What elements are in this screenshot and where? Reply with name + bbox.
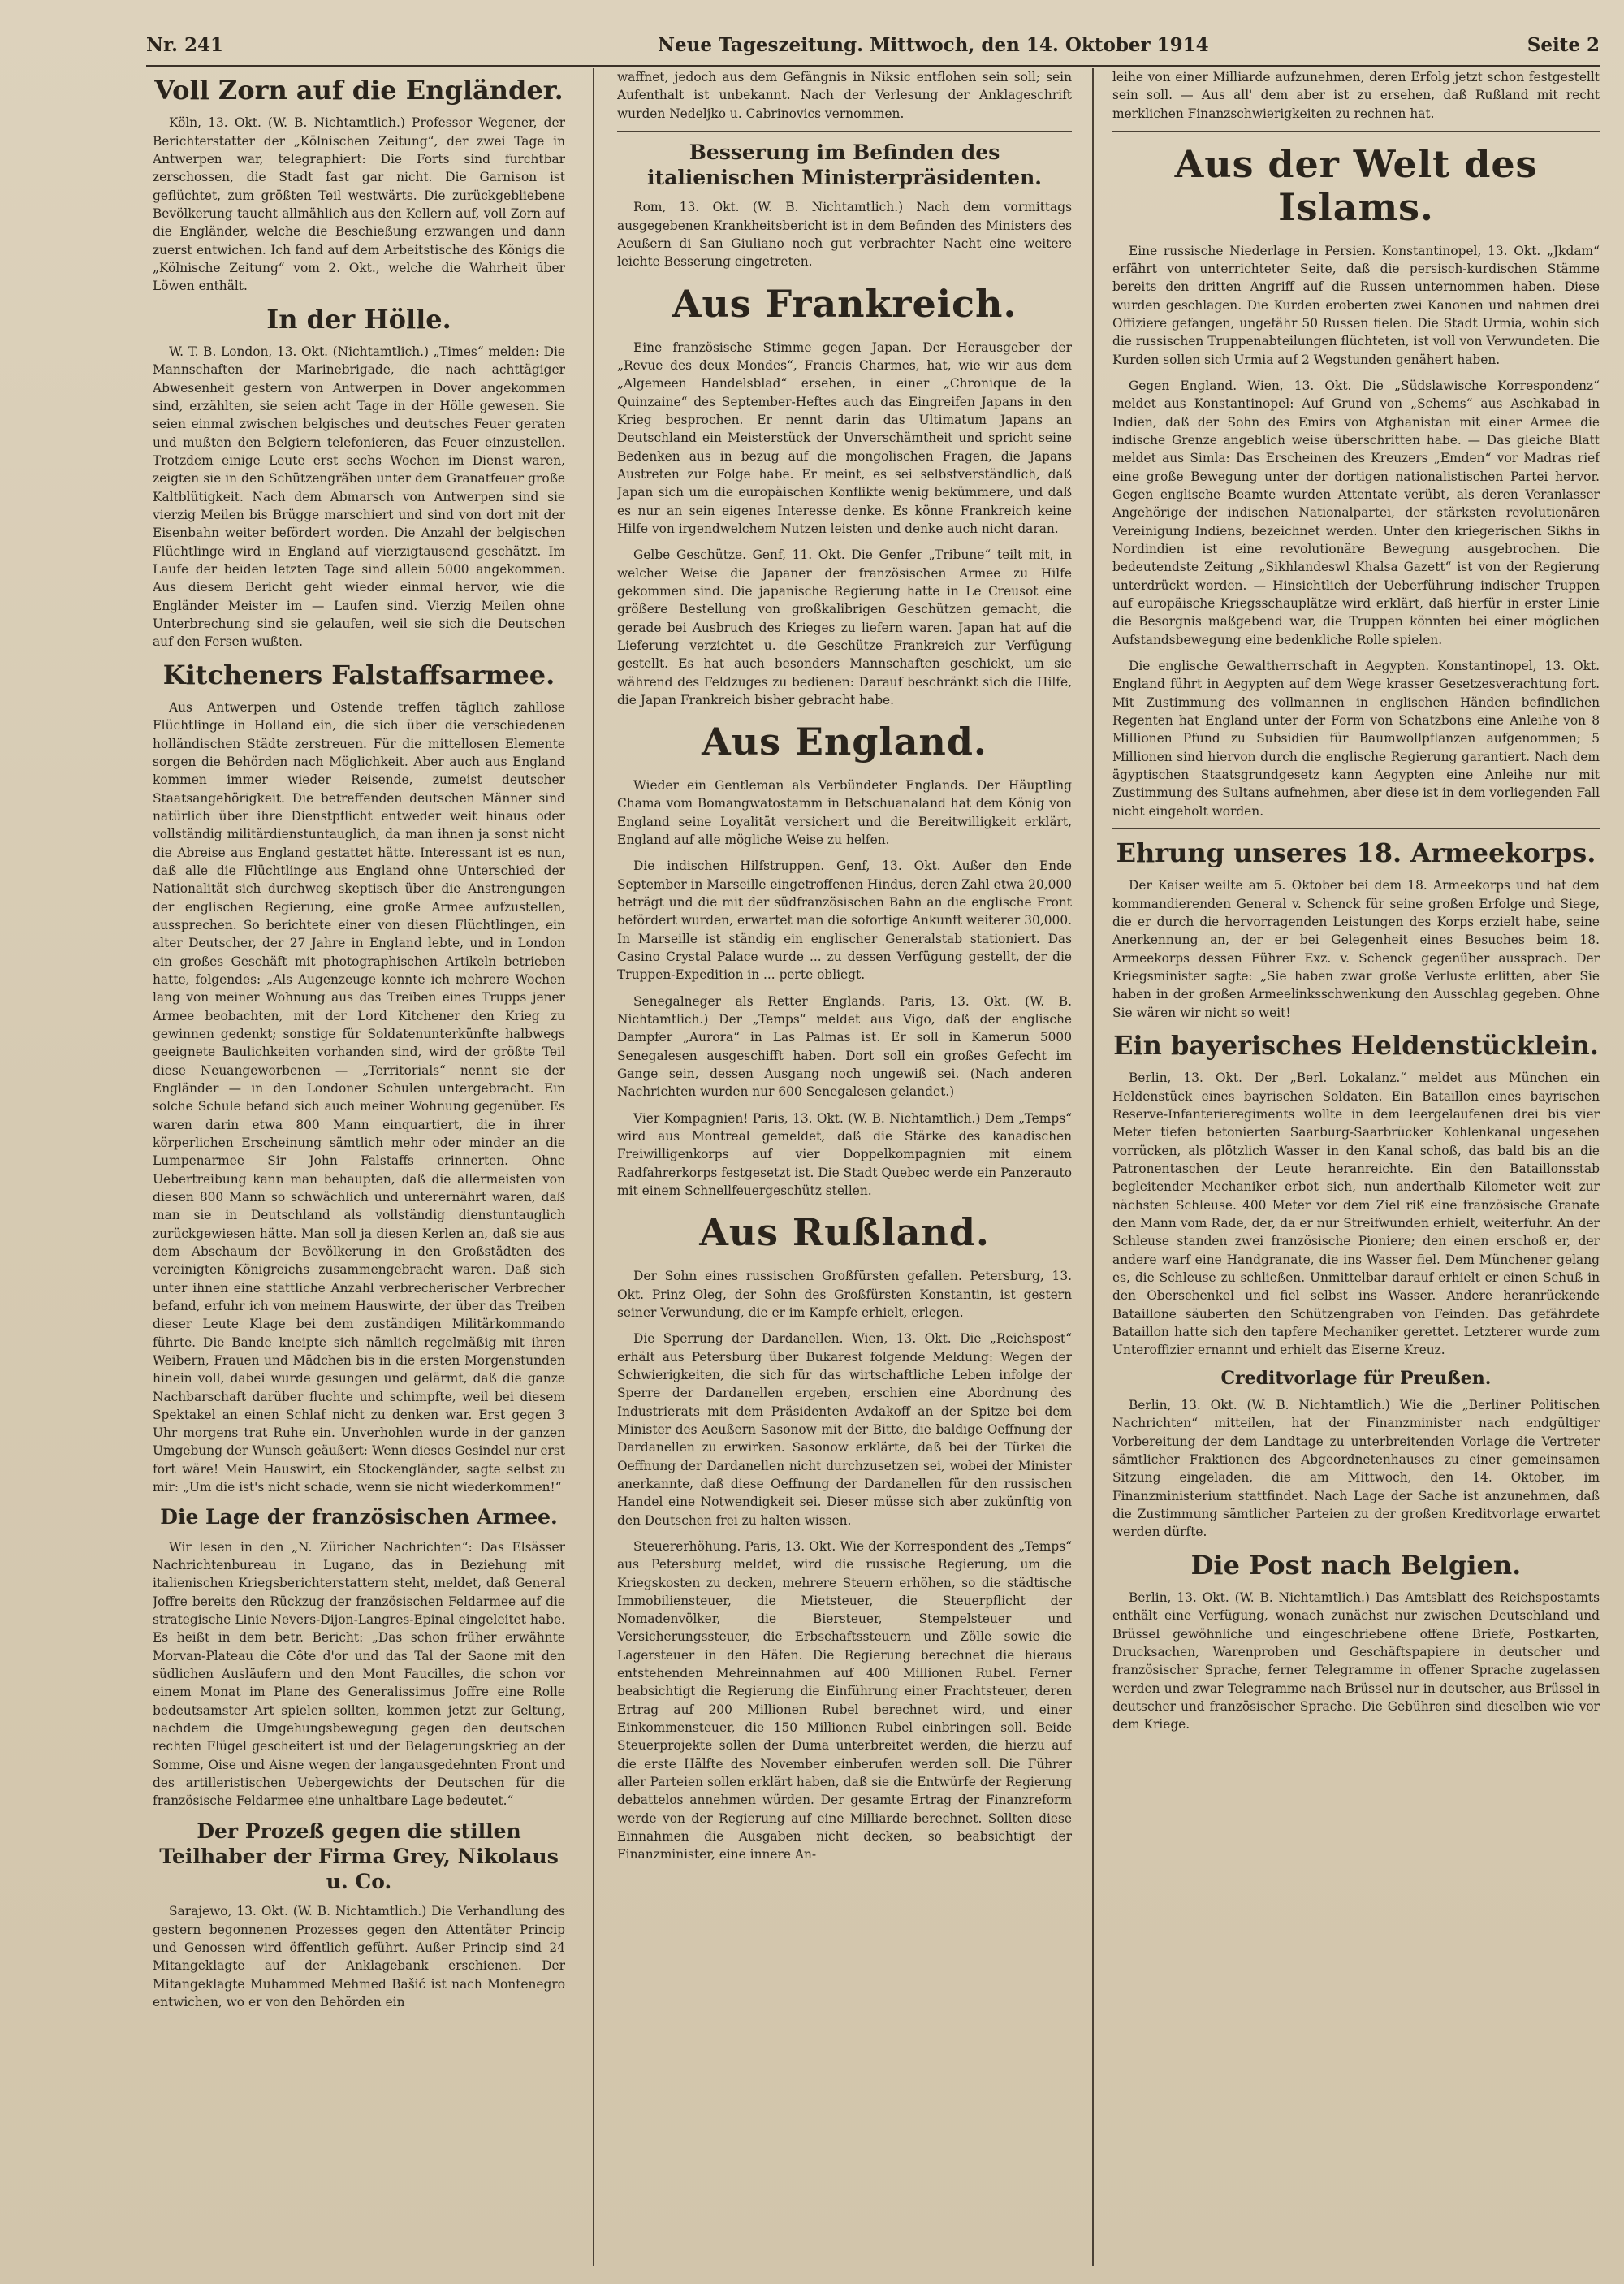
headline-zorn-englaender: Voll Zorn auf die Engländer. bbox=[154, 75, 564, 106]
article-lage-franzoesische-armee bbox=[153, 1538, 565, 1810]
article-body: Der Kaiser weilte am 5. Oktober bei dem 18. Armeekorps und hat dem kommandierenden General v. Schenck für seine großen Erfolge und Siege, die er durch die hervorragenden Leistungen des Korps erzielt habe, seine Anerkennung an, der er bei Gelegenheit eines Besuches beim 18. Armeekorps dessen Führer Exz. v. Schenck gegenüber aussprach. Der Kriegsminister sagte: „Sie haben zwar große Verluste erlitten, aber Sie haben in der großen Armeelinksschwenkung den Ausschlag gegeben. Ohne Sie wären wir nicht so weit! bbox=[1112, 878, 1600, 1020]
article-body: Sarajewo, 13. Okt. (W. B. Nichtamtlich.) Die Verhandlung des gestern begonnenen Prozesses gegen den Attentäter Princip und Genossen wird öffentlich geführt. Außer Princip sind 24 Mitangeklagte auf der Anklagebank erschienen. Der Mitangeklagte Muhammed Mehmed Bašić ist nach Montenegro entwichen, wo er von den Behörden ein bbox=[153, 1904, 565, 2010]
headline-welt-des-islams: Aus der Welt des Islams. bbox=[1174, 141, 1538, 229]
article-body: Die Sperrung der Dardanellen. Wien, 13. Okt. Die „Reichspost“ erhält aus Petersburg über Bukarest folgende Meldung: Wegen der Schwierigkeiten, die sich für das wirtschaftliche Leben infolge der Sperre der Dardanellen ergeben, erschien eine Abordnung des Industrierats mit dem Präsidenten Avdakoff an der Spitze bei dem Minister des Aeußern Sasonow mit der Bitte, die baldige Oeffnung der Dardanellen zu erwirken. Sasonow erklärte, daß bei der Türkei die Oeffnung der Dardanellen nicht durchzusetzen sei, wobei der Minister anerkannte, daß diese Oeffnung der Dardanellen für den russischen Handel eine Notwendigkeit sei. Dieser müsse sich aber zukünftig von den Deutschen frei zu halten wissen. bbox=[617, 1331, 1072, 1528]
article-prozess-grey-nikolaus bbox=[153, 1902, 565, 2011]
headline-aus-england: Aus England. bbox=[702, 720, 987, 764]
page-number: Seite 2 bbox=[1527, 34, 1600, 56]
headline-bayerisches-heldenstuecklein: Ein bayerisches Heldenstücklein. bbox=[1113, 1029, 1599, 1061]
headline-lage-franzoesische-armee: Die Lage der französischen Armee. bbox=[160, 1505, 558, 1529]
article-body: Köln, 13. Okt. (W. B. Nichtamtlich.) Professor Wegener, der Berichterstatter der „Kölnischen Zeitung“, der zwei Tage in Antwerpen war, telegraphiert: Die Forts sind furchtbar zerschossen, die Stadt fast gar nicht. Die Garnison ist geflüchtet, zum größten Teil westwärts. Die zurückgebliebene Bevölkerung taucht allmählich aus den Kellern auf, voll Zorn auf die Engländer, welche die Beschießung erzwangen und dann zuerst entwichen. Ich fand auf dem Arbeitstische des Königs die „Kölnische Zeitung“ vom 2. Okt., welche die Wahrheit über Löwen enthält. bbox=[153, 115, 565, 294]
article-steuererhoehung bbox=[617, 1538, 1072, 1864]
section-rule bbox=[1112, 131, 1600, 132]
article-body: Gegen England. Wien, 13. Okt. Die „Südslawische Korrespondenz“ meldet aus Konstantinopel: Auf Grund von „Schems“ aus Aschkabad in Indien, daß der Sohn des Emirs von Afghanistan mit einer Armee die indische Grenze angeblich weise überschritten habe. — Das gleiche Blatt meldet aus Simla: Das Erscheinen des Kreuzers „Emden“ vor Madras rief eine große Bewegung unter der dortigen nationalistischen Partei hervor. Gegen englische Beamte wurden Attentate verübt, als deren Veranlasser Angehörige der indischen Nationalpartei, der stärksten revolutionären Vereinigung Indiens, bezeichnet werden. Unter den kriegerischen Sikhs in Nordindien ist eine revolutionäre Bewegung ausgebrochen. Die bedeutendste Zeitung „Sikhlandeswl Khalsa Gazett“ ist von der Regierung unterdrückt worden. — Hinsichtlich der Ueberführung indischer Truppen auf europäische Kriegsschauplätze wird erklärt, daß hierfür in erster Linie die Besorgnis maßgebend war, die Truppen könnten bei einer möglichen Aufstandsbewegung eine bedenkliche Rolle spielen. bbox=[1112, 379, 1600, 647]
article-gelbe-geschuetze bbox=[617, 546, 1072, 709]
column-3 bbox=[1112, 68, 1600, 2266]
article-post-nach-belgien bbox=[1112, 1589, 1600, 1734]
column-divider bbox=[593, 68, 594, 2266]
article-body: Eine russische Niederlage in Persien. Konstantinopel, 13. Okt. „Jkdam“ erfährt von unterrichteter Seite, daß die persisch-kurdischen Stämme bereits den dritten Angriff auf die Russen unternommen haben. Diese wurden geschlagen. Die Kurden eroberten zwei Kanonen und nahmen drei Offiziere gefangen, ungefähr 50 Russen fielen. Die Stadt Urmia, wohin sich die russischen Truppenabteilungen flüchteten, ist voll von Verwundeten. Die Kurden sollen sich Urmia auf 2 Wegstunden genähert haben. bbox=[1112, 243, 1600, 367]
article-ehrung-18-armeekorps bbox=[1112, 876, 1600, 1022]
article-senegalneger bbox=[617, 993, 1072, 1101]
article-body: Berlin, 13. Okt. (W. B. Nichtamtlich.) Das Amtsblatt des Reichspostamts enthält eine Verfügung, wonach zunächst nur zwischen Deutschland und Brüssel gewöhnliche und eingeschriebene offene Briefe, Postkarten, Drucksachen, Warenproben und Geschäftspapiere in deutscher und französischer Sprache, ferner Telegramme in offener Sprache zugelassen werden und zwar Telegramme nach Brüssel nur in deutscher, aus Brüssel in deutscher und französischer Sprache. Die Gebühren sind dieselben wie vor dem Kriege. bbox=[1112, 1590, 1600, 1732]
article-vier-kompagnien bbox=[617, 1110, 1072, 1200]
article-continuation-steuer bbox=[1112, 68, 1600, 123]
newspaper-title-date: Neue Tageszeitung. Mittwoch, den 14. Oktober 1914 bbox=[658, 34, 1209, 56]
article-zorn-englaender bbox=[153, 114, 565, 295]
article-body: waffnet, jedoch aus dem Gefängnis in Niksic entflohen sein soll; sein Aufenthalt ist unbekannt. Nach der Verlesung der Anklageschrift wurden Nedeljko u. Cabrinovics vernommen. bbox=[617, 70, 1072, 121]
article-bayerisches-heldenstuecklein bbox=[1112, 1069, 1600, 1359]
article-body: Der Sohn eines russischen Großfürsten gefallen. Petersburg, 13. Okt. Prinz Oleg, der Sohn des Großfürsten Konstantin, ist gestern seiner Verwundung, die er im Kampfe erhielt, erlegen. bbox=[617, 1269, 1072, 1320]
article-in-der-hoelle bbox=[153, 343, 565, 651]
article-grossfuerstensohn-gefallen bbox=[617, 1267, 1072, 1322]
article-body: Die indischen Hilfstruppen. Genf, 13. Okt. Außer den Ende September in Marseille eingetroffenen Hindus, deren Zahl etwa 20,000 beträgt und die mit der südfranzösischen Bahn an die englische Front befördert wurden, erwartet man die sofortige Ankunft weiterer 30,000. In Marseille ist ständig ein englischer Generalstab stationiert. Das Casino Crystal Palace wurde ... zu dessen Verfügung gestellt, der die Truppen-Expedition in ... perte obliegt. bbox=[617, 859, 1072, 983]
column-2 bbox=[617, 68, 1072, 2266]
article-kitcheners-falstaffsarmee bbox=[153, 699, 565, 1496]
article-body: leihe von einer Milliarde aufzunehmen, deren Erfolg jetzt schon festgestellt sein soll. — Aus all' dem aber ist zu ersehen, daß Rußland mit recht merklichen Finanzschwierigkeiten zu rechnen hat. bbox=[1112, 70, 1600, 121]
article-body: Steuererhöhung. Paris, 13. Okt. Wie der Korrespondent des „Temps“ aus Petersburg meldet, wird die russische Regierung, um die Kriegskosten zu decken, mehrere Steuern erhöhen, so die städtische Immobiliensteuer, die Mietsteuer, die Steuerpflicht der Nomadenvölker, die Biersteuer, Stempelsteuer und Versicherungssteuer, die Erbschaftssteuern und Zölle sowie die Lagersteuer in den Häfen. Die Regierung berechnet die hieraus entstehenden Mehreinnahmen auf 400 Millionen Rubel. Ferner beabsichtigt die Regierung die Einführung einer Frachtsteuer, deren Ertrag auf 200 Millionen Rubel berechnet wird, und einer Einkommensteuer, die 150 Millionen Rubel einbringen soll. Beide Steuerprojekte sollen der Duma unterbreitet werden, die hierzu auf die erste Hälfte des November einberufen werden soll. Die Führer aller Parteien sollen erklärt haben, daß sie die Entwürfe der Regierung debattelos annehmen würden. Der gesamte Ertrag der Finanzreform werde von der Regierung auf eine Milliarde berechnet. Sollten diese Einnahmen die Ausgaben nicht decken, so beabsichtigt der Finanzminister, eine innere An- bbox=[617, 1538, 1072, 1862]
article-body: Eine französische Stimme gegen Japan. Der Herausgeber der „Revue des deux Mondes“, Francis Charmes, hat, wie wir aus dem „Algemeen Handelsblad“ ersehen, in einer „Chronique de la Quinzaine“ des September-Heftes auch das Eingreifen Japans in den Krieg besprochen. Er nennt darin das Ultimatum Japans an Deutschland ein Meisterstück der Unverschämtheit und spricht seine Bedenken aus in bezug auf die mongolischen Fragen, die Japans Austreten zur Folge habe. Er meint, es sei selbstverständlich, daß Japan sich um die europäischen Konflikte wenig bekümmere, und daß es nur an sein eigenes Interesse denke. Es könne Frankreich keine Hilfe von irgendwelchem Nutzen leisten und denke auch nicht daran. bbox=[617, 340, 1072, 536]
article-gegen-england bbox=[1112, 377, 1600, 649]
masthead bbox=[146, 31, 1600, 67]
article-body: Wieder ein Gentleman als Verbündeter Englands. Der Häuptling Chama vom Bomangwatostamm in Betschuanaland hat dem König von England seine Loyalität versichert und die Bereitwilligkeit erklärt, England auf alle mögliche Weise zu helfen. bbox=[617, 778, 1072, 848]
issue-number: Nr. 241 bbox=[146, 34, 224, 56]
article-gentleman-verbuendeter bbox=[617, 776, 1072, 849]
column-divider bbox=[1092, 68, 1094, 2266]
article-body: Vier Kompagnien! Paris, 13. Okt. (W. B. Nichtamtlich.) Dem „Temps“ wird aus Montreal gemeldet, daß die Stärke des kanadischen Freiwilligenkorps auf vier Doppelkompagnien mit einem Radfahrerkorps festgesetzt ist. Die Stadt Quebec werde ein Panzerauto mit einem Schnellfeuergeschütz stellen. bbox=[617, 1110, 1072, 1199]
article-body: Senegalneger als Retter Englands. Paris, 13. Okt. (W. B. Nichtamtlich.) Der „Temps“ meldet aus Vigo, daß der englische Dampfer „Aurora“ in Las Palmas ist. Er soll in Kamerun 5000 Senegalesen ausgeschifft haben. Dort soll ein großes Gefecht im Gange sein, dessen Ausgang noch ungewiß sei. (Nach anderen Nachrichten wurden nur 600 Senegalesen gelandet.) bbox=[617, 993, 1072, 1100]
article-sperrung-dardanellen bbox=[617, 1330, 1072, 1529]
headline-creditvorlage-preussen: Creditvorlage für Preußen. bbox=[1220, 1367, 1492, 1389]
headline-prozess-grey-nikolaus: Der Prozeß gegen die stillen Teilhaber der Firma Grey, Nikolaus u. Co. bbox=[159, 1819, 559, 1894]
article-body: Gelbe Geschütze. Genf, 11. Okt. Die Genfer „Tribune“ teilt mit, in welcher Weise die Japaner der französischen Armee zu Hilfe gekommen sind. Die japanische Regierung hatte in Le Creusot eine größere Bestellung von großkalibrigen Geschützen gemacht, die gerade bei Ausbruch des Krieges zu liefern waren. Japan hat auf die Lieferung verzichtet u. die Geschütze Frankreich zur Verfügung gestellt. Es hat auch besonders Mannschaften geschickt, um sie während des Feldzuges zu bedienen: Darauf beschränkt sich die Hilfe, die Japan Frankreich bisher gebracht habe. bbox=[617, 547, 1072, 707]
section-rule bbox=[617, 131, 1072, 132]
headline-in-der-hoelle: In der Hölle. bbox=[266, 303, 451, 335]
headline-ehrung-18-armeekorps: Ehrung unseres 18. Armeekorps. bbox=[1116, 837, 1596, 868]
article-body: Die englische Gewaltherrschaft in Aegypten. Konstantinopel, 13. Okt. England führt in Aegypten auf dem Wege krasser Gesetzesverachtung fort. Mit Zustimmung des vollmannen in englischen Händen befindlichen Regenten hat England unter der Form von Schatzbons eine Anleihe von 8 Millionen Pfund zu Subsidien für Baumwollpflanzen aufgenommen; 5 Millionen sind hiervon durch die englische Regierung garantiert. Nach dem ägyptischen Staatsgrundgesetz kann Aegypten eine Anleihe nur mit Zustimmung des Sultans aufnehmen, aber diese ist in dem vorliegenden Fall nicht eingeholt worden. bbox=[1112, 658, 1600, 819]
headline-aus-russland: Aus Rußland. bbox=[699, 1210, 990, 1255]
article-indische-hilfstruppen bbox=[617, 857, 1072, 984]
headline-besserung-ministerpraesident: Besserung im Befinden des italienischen Ministerpräsidenten. bbox=[647, 140, 1042, 190]
article-besserung-ministerpraesident bbox=[617, 198, 1072, 270]
section-rule bbox=[1112, 828, 1600, 829]
headline-kitcheners-falstaffsarmee: Kitcheners Falstaffsarmee. bbox=[162, 659, 555, 690]
article-body: W. T. B. London, 13. Okt. (Nichtamtlich.) „Times“ melden: Die Mannschaften der Marinebrigade, die nach achttägiger Abwesenheit gestern von Antwerpen in Dover angekommen sind, erzählten, sie seien acht Tage in der Hölle gewesen. Sie seien einmal zwischen belgisches und deutsches Feuer geraten und mußten den Belgiern telefonieren, das Feuer einzustellen. Trotzdem einige Leute erst sechs Wochen im Dienst waren, zeigten sie in den Schützengräben unter dem Granatfeuer große Kaltblütigkeit. Nach dem Abmarsch von Antwerpen sind sie vierzig Meilen bis Brügge marschiert und sind von dort mit der Eisenbahn weiter befördert worden. Die Anzahl der belgischen Flüchtlinge wird in England auf vierzigtausend geschätzt. Im Laufe der beiden letzten Tage sind allein 5000 angekommen. Aus diesem Bericht geht wieder einmal hervor, wie die Engländer Meister im — Laufen sind. Vierzig Meilen ohne Unterbrechung sind sie gelaufen, weil sie sich die Deutschen auf den Fersen wußten. bbox=[153, 344, 565, 650]
article-creditvorlage-preussen bbox=[1112, 1396, 1600, 1542]
article-gewaltherrschaft-aegypten bbox=[1112, 657, 1600, 820]
article-body: Aus Antwerpen und Ostende treffen täglich zahllose Flüchtlinge in Holland ein, die sich über die verschiedenen holländischen Städte zerstreuen. Für die mittellosen Elemente sorgen die Behörden nach Möglichkeit. Aber auch aus England kommen immer wieder Reisende, zumeist deutscher Staatsangehörigkeit. Die betreffenden deutschen Männer sind natürlich über ihre Dienstpflicht entweder weit hinaus oder vollständig militärdienstuntauglich, da man ihnen ja sonst nicht die Abreise aus England gestattet hätte. Interessant ist es nun, daß alle die Flüchtlinge aus England ohne Unterschied der Nationalität sich durchweg skeptisch über die Anstrengungen der englischen Regierung, eine große Armee aufzustellen, aussprechen. So berichtete einer von diesen Flüchtlingen, ein alter Deutscher, der 27 Jahre in England lebte, und in London ein großes Geschäft mit photographischen Artikeln betrieben hatte, folgendes: „Als Augenzeuge konnte ich mehrere Wochen lang von meiner Wohnung aus das Treiben eines Trupps jener Armee beobachten, mit der Lord Kitchener den Krieg zu gewinnen gedenkt; sonstige für Soldatenunterkünfte halbwegs geeignete Baulichkeiten vorhanden sind, wird der größte Teil diese Neuangeworbenen — „Territorials“ nennt sie der Engländer — in den Londoner Schulen untergebracht. Ein solche Schule befand sich auch meiner Wohnung gegenüber. Es waren darin etwa 800 Mann einquartiert, die in ihrer körperlichen Erscheinung sämtlich mehr oder minder an die Lumpenarmee Sir John Falstaffs erinnerten. Ohne Uebertreibung kann man behaupten, daß die allermeisten von diesen 800 Mann so schwächlich und unterernährt waren, daß man sie in Deutschland als vollständig dienstuntauglich zurückgewiesen hätte. Man soll ja diesen Kerlen an, daß sie aus dem Abschaum der Bevölkerung in den Großstädten des vereinigten Königreichs zusammengebracht waren. Daß sich unter ihnen eine stattliche Anzahl verbrecherischer Verbrecher befand, erfuhr ich von meinem Hauswirte, der über das Treiben dieser Leute Klage bei dem zuständigen Militärkommando führte. Die Bande kneipte sich nämlich regelmäßig mit ihren Weibern, Frauen und Mädchen bis in die ersten Morgenstunden hinein voll, dabei wurde gesungen und gelärmt, daß die ganze Nachbarschaft darüber fluchte und schimpfte, weil bei diesem Spektakel an einen Schlaf nicht zu denken war. Erst gegen 3 Uhr morgens trat Ruhe ein. Unverhohlen wurde in der ganzen Umgebung der Wunsch geäußert: Wenn dieses Gesindel nur erst fort wäre! Mein Hauswirt, ein Stockengländer, sagte selbst zu mir: „Um die ist's nicht schade, wenn sie nicht wiederkommen!“ bbox=[153, 700, 565, 1495]
article-stimme-gegen-japan bbox=[617, 339, 1072, 539]
article-body: Wir lesen in den „N. Züricher Nachrichten“: Das Elsässer Nachrichtenbureau in Lugano, das in Beziehung mit italienischen Kriegsberichterstattern steht, meldet, daß General Joffre bereits den Rückzug der französischen Feldarmee auf die strategische Linie Nevers-Dijon-Langres-Epinal eingeleitet habe. Es heißt in dem betr. Bericht: „Das schon früher erwähnte Morvan-Plateau die Côte d'or und das Tal der Saone mit den südlichen Ausläufern und den Mont Faucilles, die schon vor einem Monat im Plane des Generalissimus Joffre eine Rolle bedeutsamster Art spielen sollten, kommen jetzt zur Geltung, nachdem die Umgehungsbewegung gegen den deutschen rechten Flügel gescheitert ist und der Belagerungskrieg an der Somme, Oise und Aisne wegen der langausgedehnten Front und des artilleristischen Uebergewichts der Deutschen für die französische Feldarmee eine unhaltbare Lage bedeutet.“ bbox=[153, 1539, 565, 1809]
column-1 bbox=[153, 68, 565, 2266]
article-body: Berlin, 13. Okt. (W. B. Nichtamtlich.) Wie die „Berliner Politischen Nachrichten“ mitteilen, hat der Finanzminister nach endgültiger Vorbereitung der dem Landtage zu unterbreitenden Vorlage die Vertreter sämtlicher Fraktionen des Abgeordnetenhauses zu einer gemeinsamen Sitzung eingeladen, die am Mittwoch, den 14. Oktober, im Finanzministerium stattfindet. Nach Lage der Sache ist anzunehmen, daß die Zustimmung sämtlicher Parteien zu der großen Kreditvorlage erwartet werden dürfte. bbox=[1112, 1398, 1600, 1540]
article-body: Rom, 13. Okt. (W. B. Nichtamtlich.) Nach dem vormittags ausgegebenen Krankheitsbericht ist in dem Befinden des Ministers des Aeußern di San Giuliano noch gut verbrachter Nacht eine weitere leichte Besserung eingetreten. bbox=[617, 200, 1072, 270]
headline-post-nach-belgien: Die Post nach Belgien. bbox=[1190, 1549, 1522, 1581]
article-niederlage-persien bbox=[1112, 242, 1600, 369]
article-continuation-prozess bbox=[617, 68, 1072, 123]
article-body: Berlin, 13. Okt. Der „Berl. Lokalanz.“ meldet aus München ein Heldenstück eines bayrischen Soldaten. Ein Bataillon eines bayrischen Reserve-Infanterieregiments wollte in dem leergelaufenen drei bis vier Meter tiefen betonierten Saarburg-Saarbrücker Kohlenkanal ungesehen vorrücken, als plötzlich Wasser in den Kanal schoß, das bald bis an die Patronentaschen der Leute heranreichte. Ein den Bataillonsstab begleitender Mechaniker erbot sich, nun anderthalb Kilometer weit zur nächsten Schleuse. 400 Meter vor dem Ziel riß eine französische Granate den Mann vom Rade, der, da er nur Streifwunden erhielt, weiterfuhr. An der Schleuse standen zwei französische Pioniere; den einen erschoß er, der andere warf eine Handgranate, die ins Wasser fiel. Dem Münchener gelang es, die Schleuse zu schließen. Unmittelbar darauf erhielt er einen Schuß in den Oberschenkel und fiel selbst ins Wasser. Andere heranrückende Bataillone säuberten den Schützengraben von Feinden. Das gefährdete Bataillon hatte sich den tapfere Mechaniker gerettet. Letzterer wurde zum Unteroffizier ernannt und erhielt das Eiserne Kreuz. bbox=[1112, 1071, 1600, 1358]
headline-aus-frankreich: Aus Frankreich. bbox=[672, 281, 1017, 326]
